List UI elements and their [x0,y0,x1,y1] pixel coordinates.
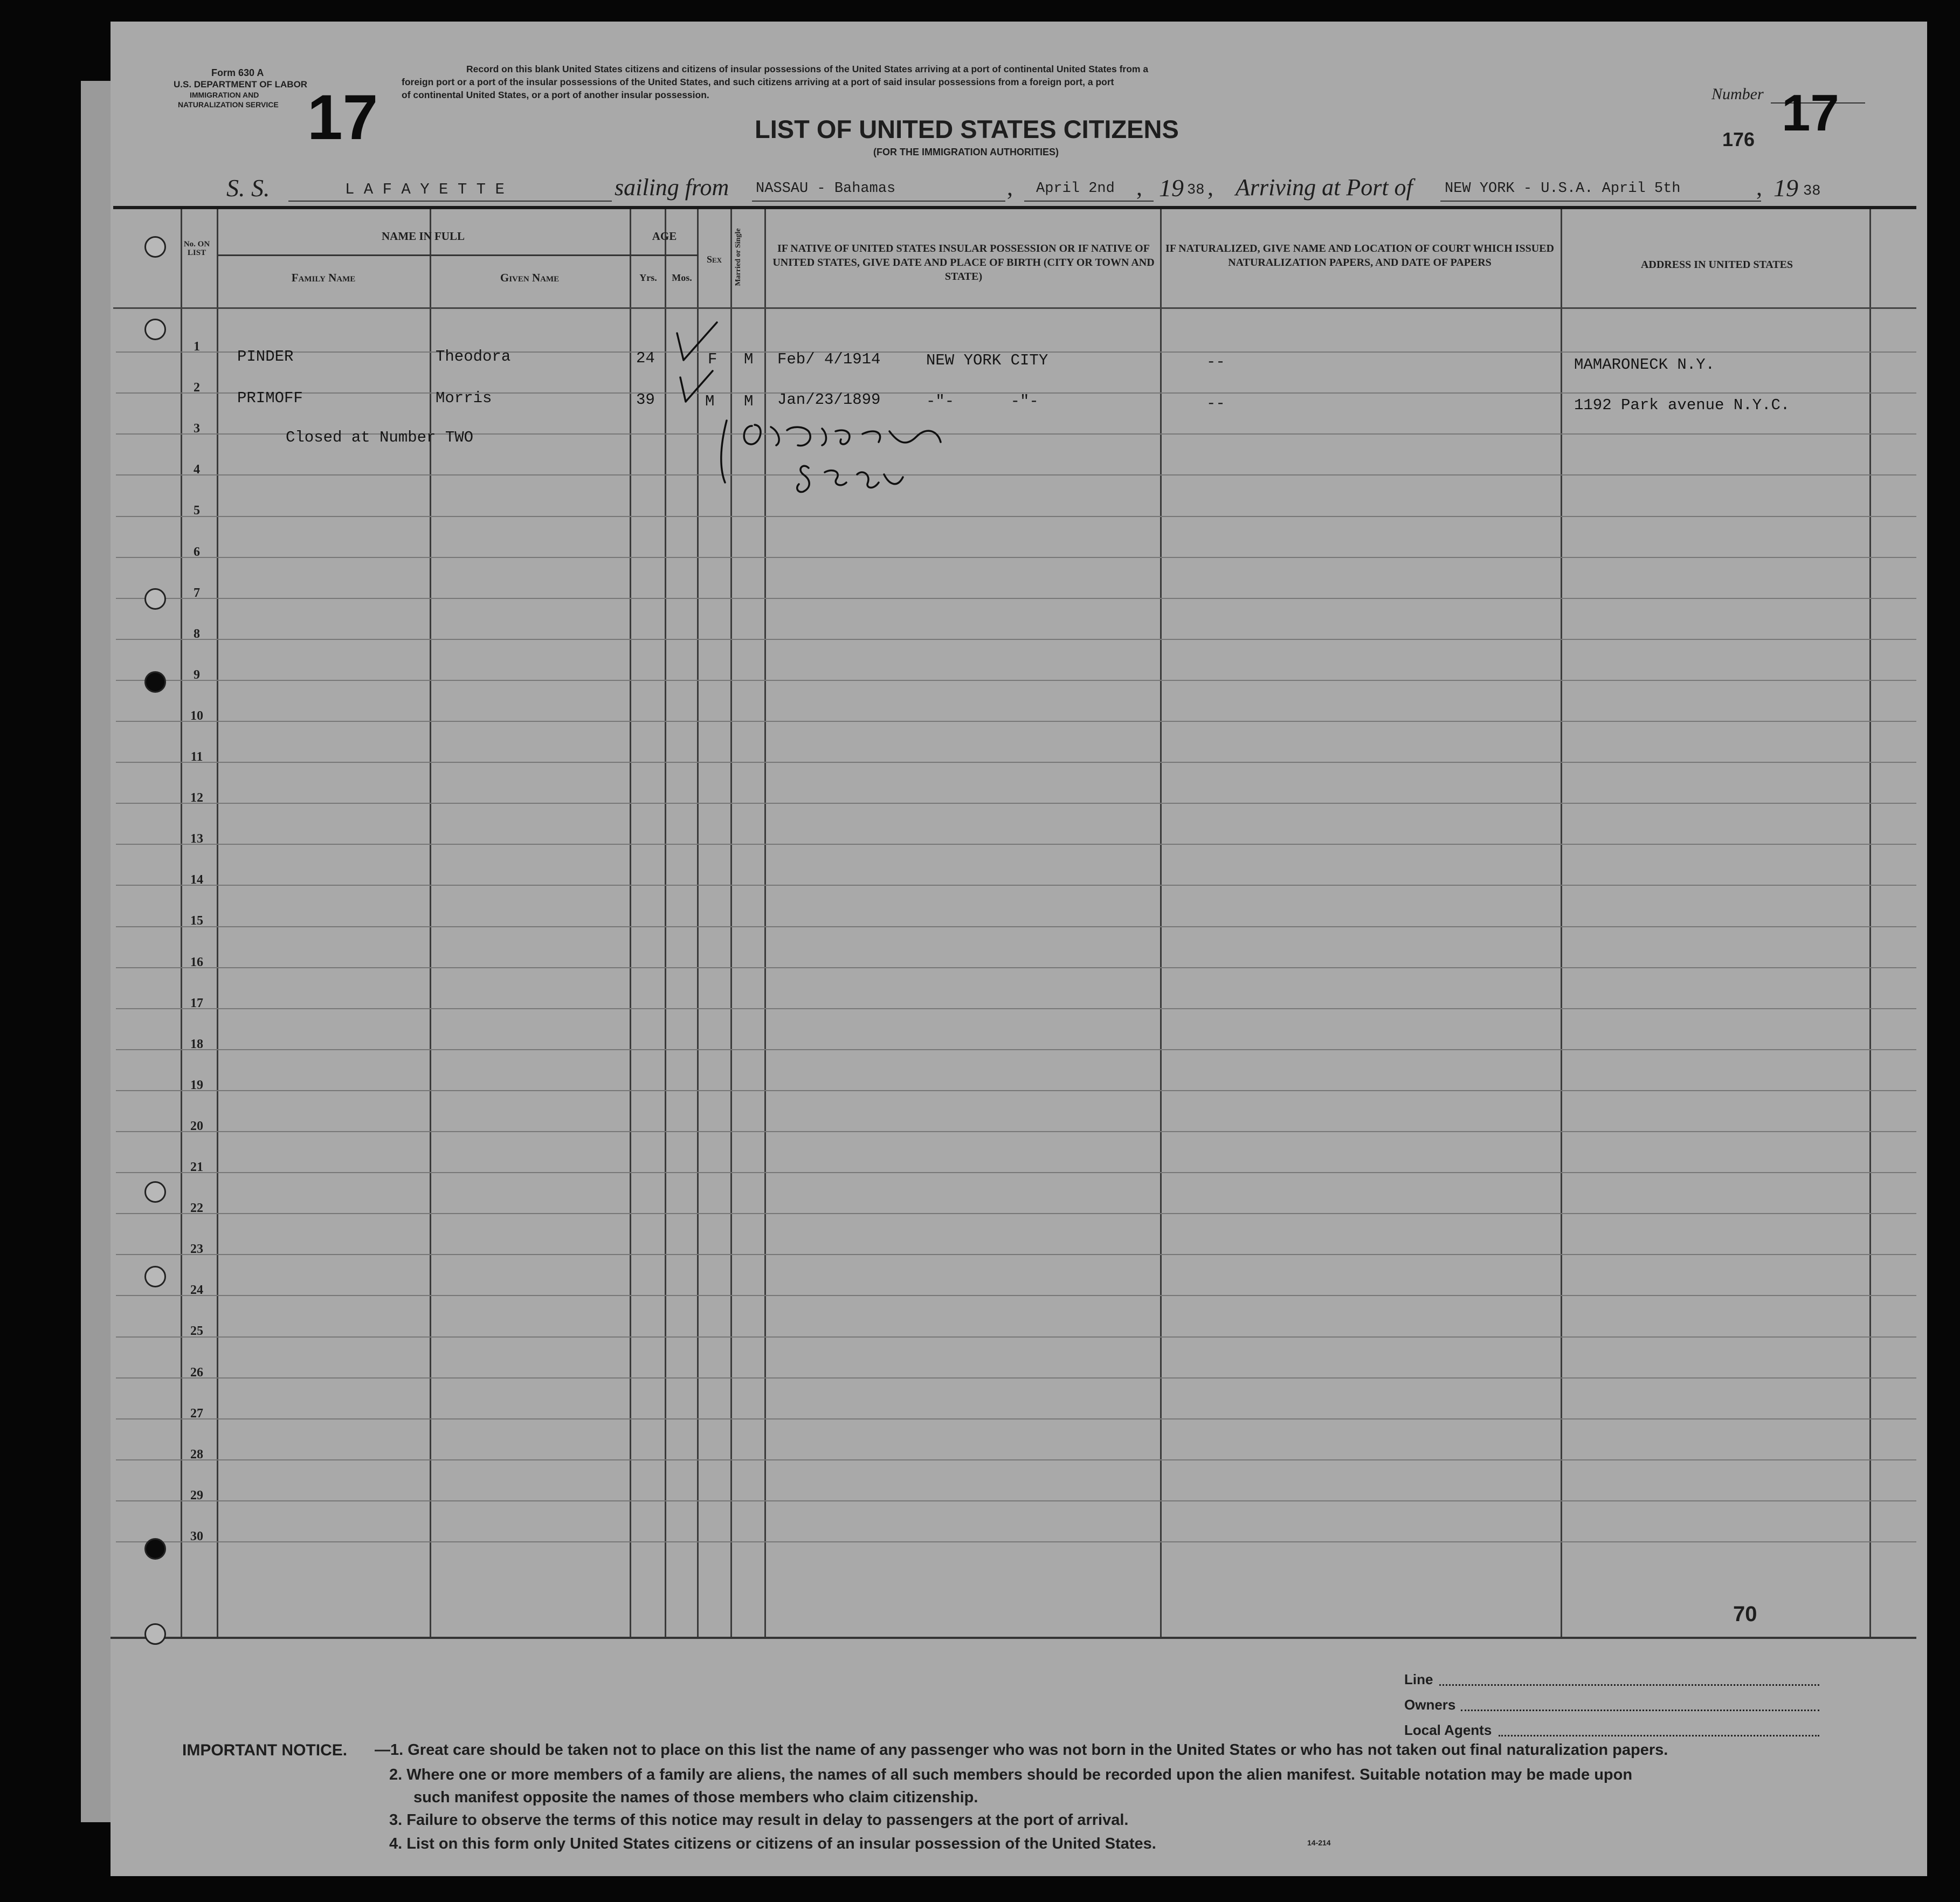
row-number: 9 [194,667,200,682]
row-number: 28 [190,1447,203,1462]
col-header-age: AGE [652,230,677,243]
owners-label: Owners [1404,1697,1456,1713]
notice-item-2: 2. Where one or more members of a family are aliens, the names of all such members should be recorded upon the alien manifest. Suitable notation may be made upon [389,1766,1633,1783]
number-label: Number [1711,85,1764,103]
row-2-age-yrs: 39 [636,391,655,409]
row-number: 14 [190,873,203,887]
row-2-family-name: PRIMOFF [237,389,303,407]
owners-dotted-field [1461,1708,1819,1711]
row-1-married-single: M [744,350,754,368]
department-line-3: NATURALIZATION SERVICE [178,100,279,109]
row-2-sex: M [705,392,715,410]
col-header-address: ADDRESS IN UNITED STATES [1640,259,1793,271]
form-number-large: 17 [307,82,378,153]
departure-year-prefix: 19 [1159,174,1184,202]
col-header-given-name: Given Name [500,271,560,284]
row-1-birth-date: Feb/ 4/1914 [777,350,881,368]
row-2-address: 1192 Park avenue N.Y.C. [1574,396,1790,414]
row-2-naturalized: -- [1206,395,1225,412]
departure-year: 38 [1187,182,1205,198]
arrival-year: 38 [1803,183,1821,199]
record-instruction-line-2: foreign port or a port of the insular possessions of the United States, and such citizens arriving at a port of said insular possessions from a foreign port, a port [402,77,1114,87]
row-1-naturalized: -- [1206,353,1225,371]
arrival-port: NEW YORK - U.S.A. April 5th [1445,181,1681,197]
col-header-family-name: Family Name [291,271,356,284]
row-number: 27 [190,1406,203,1421]
row-number: 18 [190,1037,203,1051]
sailing-label: sailing from [615,174,729,201]
row-number: 17 [190,996,203,1010]
comma-1: , [1007,174,1013,201]
record-instruction-line-3: of continental United States, or a port of another insular possession. [402,89,709,100]
row-1-family-name: PINDER [237,348,294,366]
row-number: 24 [190,1283,203,1298]
row-2-married-single: M [744,392,754,410]
row-number: 12 [190,791,203,805]
notice-item-4: 4. List on this form only United States citizens or citizens of an insular possession of the United States. [389,1835,1156,1852]
row-number: 15 [190,914,203,928]
comma-3: , [1207,174,1213,201]
row-1-age-yrs: 24 [636,349,655,367]
ship-name: L A F A Y E T T E [345,181,505,198]
department-line-2: IMMIGRATION AND [190,91,259,99]
stamp-number: 176 [1722,128,1755,150]
row-1-given-name: Theodora [436,348,511,366]
closed-note: Closed at Number TWO [286,429,474,446]
col-header-married-or-single: Married or Single [734,228,742,286]
row-number: 23 [190,1242,203,1257]
row-number: 10 [190,708,203,723]
record-instruction-line-1: Record on this blank United States citizens and citizens of insular possessions of the United States arriving at a port of continental United States from a [466,64,1149,74]
department-line-1: U.S. DEPARTMENT OF LABOR [174,79,308,89]
row-number: 7 [194,585,200,600]
number-value: 17 [1782,84,1839,142]
arrival-year-prefix: 19 [1773,174,1798,202]
row-number: 26 [190,1365,203,1380]
row-number: 16 [190,955,203,969]
notice-item-3: 3. Failure to observe the terms of this notice may result in delay to passengers at the port of arrival. [389,1811,1129,1829]
page-title: LIST OF UNITED STATES CITIZENS [755,115,1179,143]
row-1-address: MAMARONECK N.Y. [1574,356,1715,374]
col-header-name-in-full: NAME IN FULL [381,230,465,243]
ss-label: S. S. [226,174,270,202]
row-2-birth-place: -"- -"- [926,392,1039,410]
row-number: 22 [190,1201,203,1216]
arriving-label: Arriving at Port of [1236,174,1413,201]
departure-date: April 2nd [1036,181,1115,197]
local-agents-dotted-field [1499,1734,1819,1736]
line-dotted-field [1439,1683,1819,1686]
local-agents-label: Local Agents [1404,1722,1492,1738]
row-number: 2 [194,381,200,395]
col-header-yrs: Yrs. [639,272,657,283]
row-2-birth-date: Jan/23/1899 [777,391,881,409]
notice-heading: IMPORTANT NOTICE. [182,1741,348,1759]
col-header-naturalized: IF NATURALIZED, GIVE NAME AND LOCATION OF COURT WHICH ISSUED NATURALIZATION PAPERS, AND DATE OF PAPERS [1165,243,1554,268]
row-number: 29 [190,1488,203,1503]
row-1-sex: F [708,350,717,368]
page-subtitle: (FOR THE IMMIGRATION AUTHORITIES) [873,147,1059,157]
col-header-birth: IF NATIVE OF UNITED STATES INSULAR POSSESSION OR IF NATIVE OF UNITED STATES, GIVE DATE AND PLACE OF BIRTH (CITY OR TOWN AND STATE) [772,243,1155,282]
form-id: Form 630 A [211,67,264,78]
row-number: 1 [194,340,200,354]
col-header-no: No. ON LIST [183,240,210,257]
notice-item-1: —1. Great care should be taken not to place on this list the name of any passenger who was not born in the United States or who has not taken out final naturalization papers. [375,1741,1668,1759]
row-number: 3 [194,422,200,436]
col-header-sex: Sex [706,254,722,265]
sailing-from-value: NASSAU - Bahamas [756,181,896,197]
row-number: 19 [190,1078,203,1092]
footer-code: 14-214 [1307,1838,1331,1847]
row-1-birth-place: NEW YORK CITY [926,352,1048,369]
comma-2: , [1136,174,1142,201]
row-number: 6 [194,545,200,559]
row-number: 11 [190,750,203,764]
row-number: 30 [190,1529,203,1543]
row-number: 5 [194,504,200,518]
margin-number: 70 [1733,1602,1757,1626]
row-number: 13 [190,832,203,846]
row-number: 21 [190,1160,203,1174]
row-number: 25 [190,1324,203,1339]
row-number: 4 [194,463,200,477]
col-header-mos: Mos. [672,272,692,283]
row-number: 8 [194,626,200,641]
row-2-given-name: Morris [436,389,492,407]
row-number: 20 [190,1119,203,1133]
line-label: Line [1404,1671,1433,1687]
notice-item-2-continued: such manifest opposite the names of those members who claim citizenship. [413,1789,978,1806]
comma-4: , [1756,174,1762,201]
